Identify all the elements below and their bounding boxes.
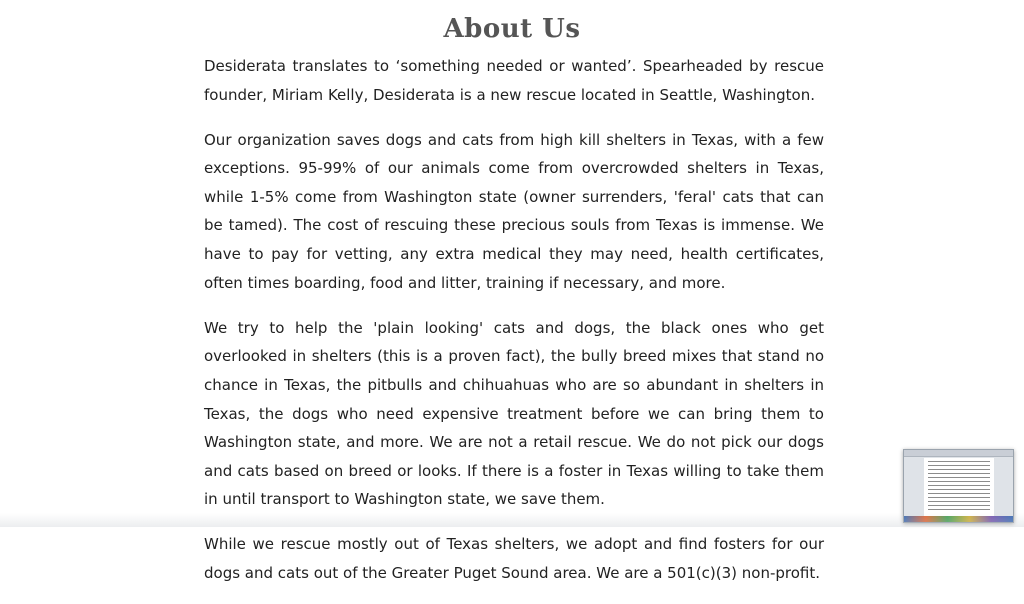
paragraph-intro: Desiderata translates to ‘something needed or wanted’. Spearheaded by rescue founder, Miriam Kelly, Desiderata is a new rescue located in Seattle, Washington. bbox=[204, 57, 824, 104]
paragraph-adoption: While we rescue mostly out of Texas shelters, we adopt and find fosters for our dogs and cats out of the Greater Puget Sound area. We are a 501(c)(3) non-profit. bbox=[204, 535, 824, 582]
screenshot-thumbnail-preview[interactable] bbox=[903, 449, 1014, 523]
paragraph-mission: We try to help the 'plain looking' cats and dogs, the black ones who get overlooked in shelters (this is a proven fact), the bully breed mixes that stand no chance in Texas, the pitbulls and chihuahuas who are so abundant in shelters in Texas, the dogs who need expensive treatment before we can bring them to Washington state, and more. We are not a retail rescue. We do not pick our dogs and cats based on breed or looks. If there is a foster in Texas willing to take them in until transport to Washington state, we save them. bbox=[204, 318, 824, 509]
thumbnail-document bbox=[924, 458, 994, 516]
paragraph-organization: Our organization saves dogs and cats from high kill shelters in Texas, with a few exceptions. 95-99% of our animals come from overcrowded shelters in Texas, while 1-5% come from Washington state (owner surrenders, 'feral' cats that can be tamed). The cost of rescuing these precious souls from Texas is immense. We have to pay for vetting, any extra medical they may need, health certificates, often times boarding, food and litter, training if necessary, and more. bbox=[204, 130, 824, 292]
thumbnail-dock bbox=[904, 516, 1013, 522]
about-content bbox=[204, 52, 824, 604]
page-title: About Us bbox=[443, 14, 581, 45]
thumbnail-titlebar bbox=[904, 450, 1013, 457]
